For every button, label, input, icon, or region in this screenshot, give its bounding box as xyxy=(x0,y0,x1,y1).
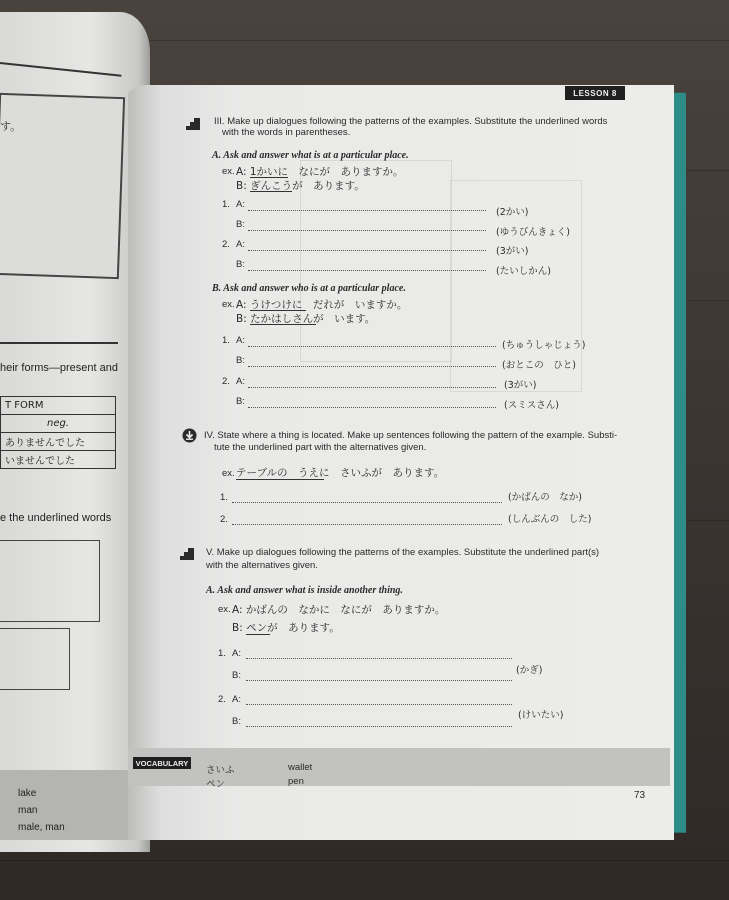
answer-line-input[interactable] xyxy=(248,346,496,347)
example-line-b: B: ペンが あります。 xyxy=(232,622,340,634)
lesson-tab: LESSON 8 xyxy=(565,86,625,100)
left-table-cell: neg. xyxy=(1,415,116,433)
item-number: 2. xyxy=(222,239,230,250)
left-underlined-fragment: e the underlined words xyxy=(0,512,112,524)
section-v-part-a-heading: A. Ask and answer what is inside another thing. xyxy=(206,585,403,596)
answer-line-input[interactable] xyxy=(248,270,486,271)
left-table-illustration xyxy=(0,628,70,690)
answer-line-input[interactable] xyxy=(248,387,496,388)
answer-line-input[interactable] xyxy=(248,210,486,211)
section-v-instruction: V. Make up dialogues following the patterns of the examples. Substitute the underlined part(s) xyxy=(206,547,600,558)
answer-line-input[interactable] xyxy=(232,502,502,503)
hint-text: (かぎ) xyxy=(516,665,543,676)
example-label: ex. xyxy=(222,468,235,479)
example-line-b: B: ぎんこうが あります。 xyxy=(236,180,365,192)
answer-line-input[interactable] xyxy=(246,658,512,659)
item-number: 1. xyxy=(222,199,230,210)
answer-line-input[interactable] xyxy=(246,680,512,681)
answer-line-input[interactable] xyxy=(232,524,502,525)
left-footer-word: male, man xyxy=(18,822,65,833)
hint-text: (3がい) xyxy=(504,380,537,391)
hint-text: (ゆうびんきょく) xyxy=(496,227,570,238)
vocab-jp: ペン xyxy=(206,779,226,790)
section-iii-part-a-heading: A. Ask and answer what is at a particular place. xyxy=(212,150,409,161)
item-number: 1. xyxy=(218,648,226,659)
vocab-jp: さいふ xyxy=(206,765,235,776)
item-number: 2. xyxy=(220,514,228,525)
example-label: ex. xyxy=(218,604,231,615)
hint-text: (かばんの なか) xyxy=(508,492,582,503)
hint-text: (しんぶんの した) xyxy=(508,514,592,525)
example-label: ex. xyxy=(222,166,235,177)
answer-line-input[interactable] xyxy=(248,407,496,408)
speaker-b-label: B: xyxy=(236,219,245,230)
answer-line-input[interactable] xyxy=(246,704,512,705)
hint-text: (3がい) xyxy=(496,246,529,257)
left-section-rule xyxy=(0,342,118,344)
left-table-cell: ありませんでした xyxy=(1,433,116,451)
example-label: ex. xyxy=(222,299,235,310)
section-iv-instruction: IV. State where a thing is located. Make up sentences following the pattern of the example. Substi- xyxy=(204,430,618,441)
example-line-b: B: たかはしさんが います。 xyxy=(236,313,376,325)
left-footer-word: lake xyxy=(18,788,37,799)
left-table-header: T FORM xyxy=(1,397,116,415)
stairs-icon xyxy=(186,118,200,130)
underline-mark xyxy=(236,479,324,480)
item-number: 2. xyxy=(222,376,230,387)
underline-mark xyxy=(250,324,316,325)
hint-text: (けいたい) xyxy=(518,710,564,721)
left-fragment-top: す。 xyxy=(0,120,22,133)
page-number: 73 xyxy=(634,790,646,801)
speaker-b-label: B: xyxy=(232,716,241,727)
item-number: 1. xyxy=(220,492,228,503)
vocabulary-tag: VOCABULARY xyxy=(133,757,191,769)
underline-mark xyxy=(246,634,270,635)
speaker-a-label: A: xyxy=(236,199,245,210)
section-iii-instruction: III. Make up dialogues following the patterns of the examples. Substitute the underlined words xyxy=(214,116,608,127)
speaker-a-label: A: xyxy=(236,335,245,346)
left-conjugation-table xyxy=(0,396,116,469)
answer-line-input[interactable] xyxy=(248,250,486,251)
example-line-a: A: かばんの なかに なにが ありますか。 xyxy=(232,604,446,616)
speaker-a-label: A: xyxy=(236,239,245,250)
section-iv-instruction-cont: tute the underlined part with the alternatives given. xyxy=(214,442,427,453)
answer-line-input[interactable] xyxy=(246,726,512,727)
stairs-icon xyxy=(180,548,194,560)
example-line-a: A: うけつけに だれが いますか。 xyxy=(236,299,408,311)
speaker-a-label: A: xyxy=(232,648,241,659)
speaker-b-label: B: xyxy=(232,670,241,681)
left-footer-word: man xyxy=(18,805,38,816)
section-iii-part-b-heading: B. Ask and answer who is at a particular place. xyxy=(212,283,406,294)
underline-mark xyxy=(250,191,292,192)
vocab-en: wallet xyxy=(288,762,313,773)
hint-text: (スミスさん) xyxy=(504,400,559,411)
section-iii-instruction-cont: with the words in parentheses. xyxy=(222,127,351,138)
answer-line-input[interactable] xyxy=(248,230,486,231)
hint-text: (たいしかん) xyxy=(496,266,551,277)
hint-text: (2かい) xyxy=(496,207,529,218)
speaker-a-label: A: xyxy=(236,376,245,387)
speaker-b-label: B: xyxy=(236,259,245,270)
download-arrow-icon xyxy=(182,428,197,443)
speaker-b-label: B: xyxy=(236,396,245,407)
left-desk-illustration xyxy=(0,540,100,622)
item-number: 1. xyxy=(222,335,230,346)
example-sentence: テーブルの うえに さいふが あります。 xyxy=(236,467,445,479)
left-heading-fragment: heir forms—present and xyxy=(0,362,118,374)
example-line-a: A: 1かいに なにが ありますか。 xyxy=(236,166,404,178)
item-number: 2. xyxy=(218,694,226,705)
speaker-b-label: B: xyxy=(236,355,245,366)
speaker-a-label: A: xyxy=(232,694,241,705)
vocab-en: pen xyxy=(288,776,304,787)
left-table-cell: いませんでした xyxy=(1,451,116,469)
hint-text: (ちゅうしゃじょう) xyxy=(502,340,586,351)
hint-text: (おとこの ひと) xyxy=(502,360,576,371)
answer-line-input[interactable] xyxy=(248,366,496,367)
section-v-instruction-cont: with the alternatives given. xyxy=(206,560,318,571)
